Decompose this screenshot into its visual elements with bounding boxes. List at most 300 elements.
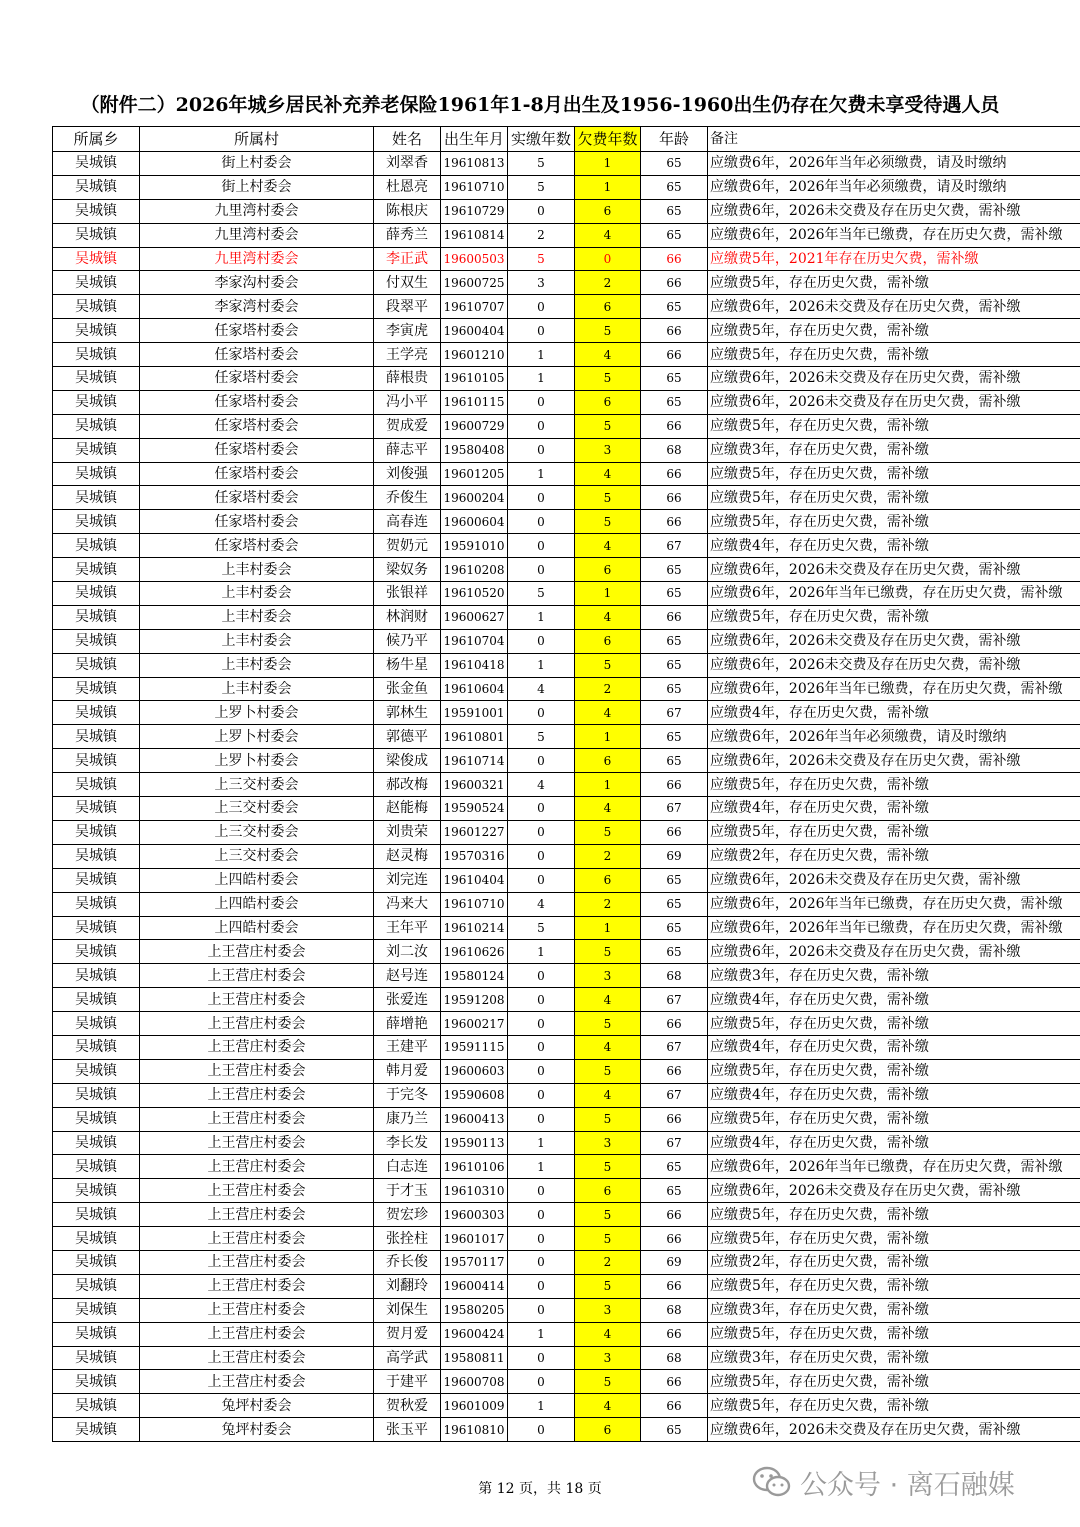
cell-remarks: 应缴费5年，存在历史欠费，需补缴 xyxy=(708,1203,1080,1227)
cell-name: 候乃平 xyxy=(374,629,441,653)
cell-age: 65 xyxy=(641,1179,708,1203)
cell-remarks: 应缴费2年，存在历史欠费，需补缴 xyxy=(708,844,1080,868)
cell-age: 66 xyxy=(641,1059,708,1083)
cell-age: 66 xyxy=(641,462,708,486)
table-row xyxy=(53,1418,1080,1442)
cell-name: 薛增艳 xyxy=(374,1012,441,1036)
cell-name: 陈根庆 xyxy=(374,199,441,223)
cell-owed-years: 6 xyxy=(575,749,641,773)
cell-name: 刘翻玲 xyxy=(374,1274,441,1298)
cell-remarks: 应缴费3年，存在历史欠费，需补缴 xyxy=(708,1298,1080,1322)
cell-owed-years: 1 xyxy=(575,152,641,176)
cell-age: 65 xyxy=(641,582,708,606)
cell-paid-years: 1 xyxy=(508,1322,575,1346)
cell-age: 69 xyxy=(641,1250,708,1274)
cell-paid-years: 1 xyxy=(508,1394,575,1418)
cell-owed-years: 5 xyxy=(575,820,641,844)
cell-paid-years: 0 xyxy=(508,1059,575,1083)
cell-birth-date: 19600414 xyxy=(441,1274,508,1298)
cell-name: 李正武 xyxy=(374,247,441,271)
cell-name: 王学亮 xyxy=(374,343,441,367)
table-row xyxy=(53,534,1080,558)
cell-owed-years: 4 xyxy=(575,1083,641,1107)
cell-name: 刘俊强 xyxy=(374,462,441,486)
cell-township: 吴城镇 xyxy=(53,749,140,773)
cell-birth-date: 19570117 xyxy=(441,1250,508,1274)
cell-birth-date: 19610418 xyxy=(441,653,508,677)
cell-township: 吴城镇 xyxy=(53,1131,140,1155)
cell-remarks: 应缴费6年，2026年当年必须缴费，请及时缴纳 xyxy=(708,175,1080,199)
cell-township: 吴城镇 xyxy=(53,486,140,510)
cell-township: 吴城镇 xyxy=(53,152,140,176)
cell-birth-date: 19610813 xyxy=(441,152,508,176)
cell-birth-date: 19600503 xyxy=(441,247,508,271)
table-row xyxy=(53,1322,1080,1346)
cell-paid-years: 0 xyxy=(508,868,575,892)
cell-township: 吴城镇 xyxy=(53,582,140,606)
table-row xyxy=(53,1107,1080,1131)
cell-name: 林润财 xyxy=(374,605,441,629)
cell-township: 吴城镇 xyxy=(53,820,140,844)
cell-birth-date: 19610208 xyxy=(441,558,508,582)
cell-name: 郝改梅 xyxy=(374,773,441,797)
cell-owed-years: 5 xyxy=(575,510,641,534)
cell-township: 吴城镇 xyxy=(53,605,140,629)
cell-township: 吴城镇 xyxy=(53,1155,140,1179)
cell-name: 赵号连 xyxy=(374,964,441,988)
cell-paid-years: 5 xyxy=(508,247,575,271)
cell-paid-years: 0 xyxy=(508,1083,575,1107)
cell-remarks: 应缴费6年，2026年当年已缴费，存在历史欠费，需补缴 xyxy=(708,223,1080,247)
cell-owed-years: 3 xyxy=(575,1298,641,1322)
cell-age: 66 xyxy=(641,510,708,534)
cell-village: 任家塔村委会 xyxy=(140,510,374,534)
cell-name: 赵灵梅 xyxy=(374,844,441,868)
cell-name: 贺秋爱 xyxy=(374,1394,441,1418)
cell-remarks: 应缴费4年，存在历史欠费，需补缴 xyxy=(708,1083,1080,1107)
cell-remarks: 应缴费6年，2026未交费及存在历史欠费，需补缴 xyxy=(708,940,1080,964)
cell-owed-years: 5 xyxy=(575,1059,641,1083)
cell-paid-years: 3 xyxy=(508,271,575,295)
table-row xyxy=(53,964,1080,988)
cell-village: 上王营庄村委会 xyxy=(140,1107,374,1131)
cell-birth-date: 19600627 xyxy=(441,605,508,629)
table-row xyxy=(53,486,1080,510)
cell-owed-years: 6 xyxy=(575,558,641,582)
cell-owed-years: 2 xyxy=(575,1250,641,1274)
cell-village: 任家塔村委会 xyxy=(140,367,374,391)
cell-paid-years: 4 xyxy=(508,773,575,797)
cell-owed-years: 5 xyxy=(575,414,641,438)
cell-birth-date: 19610310 xyxy=(441,1179,508,1203)
cell-township: 吴城镇 xyxy=(53,1346,140,1370)
cell-paid-years: 0 xyxy=(508,1346,575,1370)
cell-township: 吴城镇 xyxy=(53,629,140,653)
cell-birth-date: 19591208 xyxy=(441,988,508,1012)
cell-township: 吴城镇 xyxy=(53,462,140,486)
cell-remarks: 应缴费6年，2026未交费及存在历史欠费，需补缴 xyxy=(708,390,1080,414)
cell-name: 杜恩亮 xyxy=(374,175,441,199)
cell-birth-date: 19610115 xyxy=(441,390,508,414)
cell-paid-years: 0 xyxy=(508,749,575,773)
cell-paid-years: 0 xyxy=(508,964,575,988)
cell-village: 上王营庄村委会 xyxy=(140,1370,374,1394)
cell-remarks: 应缴费5年，存在历史欠费，需补缴 xyxy=(708,343,1080,367)
table-row xyxy=(53,1012,1080,1036)
table-row xyxy=(53,390,1080,414)
cell-remarks: 应缴费6年，2026年当年已缴费，存在历史欠费，需补缴 xyxy=(708,1155,1080,1179)
cell-remarks: 应缴费6年，2026未交费及存在历史欠费，需补缴 xyxy=(708,1179,1080,1203)
cell-remarks: 应缴费4年，存在历史欠费，需补缴 xyxy=(708,1131,1080,1155)
cell-township: 吴城镇 xyxy=(53,367,140,391)
cell-remarks: 应缴费5年，存在历史欠费，需补缴 xyxy=(708,510,1080,534)
cell-age: 66 xyxy=(641,1274,708,1298)
cell-owed-years: 1 xyxy=(575,916,641,940)
cell-paid-years: 5 xyxy=(508,175,575,199)
cell-village: 任家塔村委会 xyxy=(140,486,374,510)
table-row xyxy=(53,605,1080,629)
table-row xyxy=(53,247,1080,271)
cell-name: 于才玉 xyxy=(374,1179,441,1203)
cell-name: 乔俊生 xyxy=(374,486,441,510)
cell-paid-years: 0 xyxy=(508,510,575,534)
cell-owed-years: 4 xyxy=(575,343,641,367)
cell-name: 王年平 xyxy=(374,916,441,940)
cell-paid-years: 4 xyxy=(508,892,575,916)
table-row xyxy=(53,940,1080,964)
cell-township: 吴城镇 xyxy=(53,438,140,462)
table-row xyxy=(53,199,1080,223)
cell-village: 九里湾村委会 xyxy=(140,199,374,223)
cell-age: 65 xyxy=(641,175,708,199)
table-row xyxy=(53,462,1080,486)
cell-township: 吴城镇 xyxy=(53,964,140,988)
cell-village: 上三交村委会 xyxy=(140,773,374,797)
header-township: 所属乡 xyxy=(53,127,140,152)
cell-paid-years: 5 xyxy=(508,152,575,176)
cell-name: 张爱连 xyxy=(374,988,441,1012)
cell-paid-years: 0 xyxy=(508,1012,575,1036)
cell-paid-years: 1 xyxy=(508,343,575,367)
cell-village: 兔坪村委会 xyxy=(140,1418,374,1442)
cell-village: 上王营庄村委会 xyxy=(140,964,374,988)
cell-paid-years: 0 xyxy=(508,1107,575,1131)
cell-village: 上三交村委会 xyxy=(140,820,374,844)
cell-birth-date: 19601210 xyxy=(441,343,508,367)
cell-paid-years: 5 xyxy=(508,725,575,749)
cell-township: 吴城镇 xyxy=(53,1370,140,1394)
cell-name: 薛秀兰 xyxy=(374,223,441,247)
cell-owed-years: 5 xyxy=(575,1203,641,1227)
cell-village: 上王营庄村委会 xyxy=(140,1179,374,1203)
cell-remarks: 应缴费5年，存在历史欠费，需补缴 xyxy=(708,1059,1080,1083)
table-row xyxy=(53,175,1080,199)
cell-age: 66 xyxy=(641,1012,708,1036)
cell-owed-years: 6 xyxy=(575,390,641,414)
cell-owed-years: 6 xyxy=(575,868,641,892)
cell-name: 薛志平 xyxy=(374,438,441,462)
cell-name: 贺宏珍 xyxy=(374,1203,441,1227)
cell-township: 吴城镇 xyxy=(53,510,140,534)
cell-owed-years: 4 xyxy=(575,605,641,629)
cell-village: 上王营庄村委会 xyxy=(140,940,374,964)
cell-township: 吴城镇 xyxy=(53,343,140,367)
cell-owed-years: 4 xyxy=(575,797,641,821)
cell-township: 吴城镇 xyxy=(53,390,140,414)
table-row xyxy=(53,653,1080,677)
cell-owed-years: 3 xyxy=(575,1346,641,1370)
table-row xyxy=(53,725,1080,749)
cell-township: 吴城镇 xyxy=(53,223,140,247)
cell-village: 李家湾村委会 xyxy=(140,295,374,319)
cell-owed-years: 6 xyxy=(575,295,641,319)
cell-birth-date: 19600725 xyxy=(441,271,508,295)
cell-township: 吴城镇 xyxy=(53,868,140,892)
cell-village: 上四皓村委会 xyxy=(140,868,374,892)
cell-birth-date: 19610704 xyxy=(441,629,508,653)
cell-paid-years: 0 xyxy=(508,295,575,319)
cell-age: 65 xyxy=(641,1155,708,1179)
cell-name: 贺成爱 xyxy=(374,414,441,438)
cell-township: 吴城镇 xyxy=(53,1012,140,1036)
cell-owed-years: 2 xyxy=(575,892,641,916)
cell-age: 66 xyxy=(641,1203,708,1227)
cell-name: 张金鱼 xyxy=(374,677,441,701)
table-row xyxy=(53,1346,1080,1370)
table-row xyxy=(53,295,1080,319)
cell-township: 吴城镇 xyxy=(53,677,140,701)
cell-name: 刘保生 xyxy=(374,1298,441,1322)
cell-age: 65 xyxy=(641,390,708,414)
cell-name: 韩月爱 xyxy=(374,1059,441,1083)
cell-township: 吴城镇 xyxy=(53,1227,140,1251)
table-row xyxy=(53,629,1080,653)
cell-village: 上丰村委会 xyxy=(140,605,374,629)
cell-remarks: 应缴费6年，2026年当年已缴费，存在历史欠费，需补缴 xyxy=(708,582,1080,606)
cell-township: 吴城镇 xyxy=(53,1059,140,1083)
cell-owed-years: 6 xyxy=(575,1418,641,1442)
cell-owed-years: 5 xyxy=(575,1012,641,1036)
cell-remarks: 应缴费6年，2026年当年必须缴费，请及时缴纳 xyxy=(708,725,1080,749)
cell-birth-date: 19590608 xyxy=(441,1083,508,1107)
cell-name: 刘贵荣 xyxy=(374,820,441,844)
cell-paid-years: 1 xyxy=(508,1155,575,1179)
cell-remarks: 应缴费6年，2026年当年已缴费，存在历史欠费，需补缴 xyxy=(708,892,1080,916)
cell-paid-years: 0 xyxy=(508,820,575,844)
cell-owed-years: 5 xyxy=(575,653,641,677)
cell-village: 上王营庄村委会 xyxy=(140,1155,374,1179)
cell-age: 67 xyxy=(641,1083,708,1107)
cell-remarks: 应缴费4年，存在历史欠费，需补缴 xyxy=(708,988,1080,1012)
table-row xyxy=(53,510,1080,534)
header-remarks: 备注 xyxy=(708,127,1080,152)
cell-name: 郭德平 xyxy=(374,725,441,749)
cell-township: 吴城镇 xyxy=(53,295,140,319)
cell-birth-date: 19600413 xyxy=(441,1107,508,1131)
cell-owed-years: 0 xyxy=(575,247,641,271)
cell-owed-years: 4 xyxy=(575,1394,641,1418)
cell-remarks: 应缴费6年，2026未交费及存在历史欠费，需补缴 xyxy=(708,367,1080,391)
cell-remarks: 应缴费5年，存在历史欠费，需补缴 xyxy=(708,486,1080,510)
table-row xyxy=(53,1370,1080,1394)
cell-village: 上三交村委会 xyxy=(140,844,374,868)
cell-remarks: 应缴费6年，2026未交费及存在历史欠费，需补缴 xyxy=(708,199,1080,223)
header-owed-years: 欠费年数 xyxy=(575,127,641,152)
cell-name: 贺奶元 xyxy=(374,534,441,558)
cell-remarks: 应缴费3年，存在历史欠费，需补缴 xyxy=(708,1346,1080,1370)
cell-age: 65 xyxy=(641,1418,708,1442)
cell-age: 68 xyxy=(641,1346,708,1370)
cell-owed-years: 4 xyxy=(575,534,641,558)
cell-paid-years: 1 xyxy=(508,367,575,391)
cell-age: 67 xyxy=(641,1131,708,1155)
cell-remarks: 应缴费5年，存在历史欠费，需补缴 xyxy=(708,820,1080,844)
cell-village: 上丰村委会 xyxy=(140,677,374,701)
cell-remarks: 应缴费5年，存在历史欠费，需补缴 xyxy=(708,1274,1080,1298)
cell-age: 66 xyxy=(641,247,708,271)
cell-village: 九里湾村委会 xyxy=(140,247,374,271)
cell-township: 吴城镇 xyxy=(53,1250,140,1274)
cell-birth-date: 19610404 xyxy=(441,868,508,892)
cell-owed-years: 5 xyxy=(575,1227,641,1251)
cell-age: 67 xyxy=(641,1035,708,1059)
table-row xyxy=(53,892,1080,916)
cell-owed-years: 6 xyxy=(575,1179,641,1203)
cell-paid-years: 0 xyxy=(508,486,575,510)
cell-birth-date: 19600603 xyxy=(441,1059,508,1083)
cell-name: 刘二汝 xyxy=(374,940,441,964)
header-birth-date: 出生年月 xyxy=(441,127,508,152)
table-row xyxy=(53,773,1080,797)
table-row xyxy=(53,319,1080,343)
cell-paid-years: 0 xyxy=(508,199,575,223)
cell-village: 上丰村委会 xyxy=(140,558,374,582)
cell-village: 上王营庄村委会 xyxy=(140,1298,374,1322)
cell-village: 上王营庄村委会 xyxy=(140,1322,374,1346)
cell-owed-years: 5 xyxy=(575,1274,641,1298)
cell-village: 上王营庄村委会 xyxy=(140,988,374,1012)
cell-remarks: 应缴费5年，存在历史欠费，需补缴 xyxy=(708,1322,1080,1346)
cell-owed-years: 2 xyxy=(575,271,641,295)
cell-birth-date: 19591115 xyxy=(441,1035,508,1059)
cell-age: 66 xyxy=(641,319,708,343)
table-row xyxy=(53,1131,1080,1155)
cell-township: 吴城镇 xyxy=(53,1394,140,1418)
cell-owed-years: 3 xyxy=(575,964,641,988)
table-row xyxy=(53,820,1080,844)
cell-name: 李长发 xyxy=(374,1131,441,1155)
cell-remarks: 应缴费6年，2026未交费及存在历史欠费，需补缴 xyxy=(708,629,1080,653)
header-village: 所属村 xyxy=(140,127,374,152)
cell-birth-date: 19610105 xyxy=(441,367,508,391)
cell-village: 任家塔村委会 xyxy=(140,343,374,367)
table-row xyxy=(53,1227,1080,1251)
cell-name: 冯来大 xyxy=(374,892,441,916)
cell-village: 上王营庄村委会 xyxy=(140,1346,374,1370)
cell-age: 66 xyxy=(641,271,708,295)
cell-age: 66 xyxy=(641,1227,708,1251)
cell-birth-date: 19580811 xyxy=(441,1346,508,1370)
cell-township: 吴城镇 xyxy=(53,773,140,797)
cell-birth-date: 19600217 xyxy=(441,1012,508,1036)
cell-township: 吴城镇 xyxy=(53,199,140,223)
cell-township: 吴城镇 xyxy=(53,916,140,940)
cell-age: 65 xyxy=(641,677,708,701)
cell-paid-years: 1 xyxy=(508,1131,575,1155)
table-row xyxy=(53,1250,1080,1274)
cell-village: 上罗卜村委会 xyxy=(140,725,374,749)
cell-birth-date: 19600303 xyxy=(441,1203,508,1227)
table-row xyxy=(53,868,1080,892)
cell-birth-date: 19601017 xyxy=(441,1227,508,1251)
cell-village: 上王营庄村委会 xyxy=(140,1227,374,1251)
header-age: 年龄 xyxy=(641,127,708,152)
cell-owed-years: 4 xyxy=(575,1322,641,1346)
cell-name: 张拴柱 xyxy=(374,1227,441,1251)
cell-name: 梁俊成 xyxy=(374,749,441,773)
cell-age: 68 xyxy=(641,1298,708,1322)
cell-township: 吴城镇 xyxy=(53,271,140,295)
cell-paid-years: 0 xyxy=(508,797,575,821)
cell-birth-date: 19591001 xyxy=(441,701,508,725)
cell-remarks: 应缴费5年，存在历史欠费，需补缴 xyxy=(708,605,1080,629)
cell-age: 65 xyxy=(641,629,708,653)
cell-owed-years: 6 xyxy=(575,629,641,653)
cell-remarks: 应缴费6年，2026未交费及存在历史欠费，需补缴 xyxy=(708,295,1080,319)
cell-birth-date: 19600404 xyxy=(441,319,508,343)
cell-township: 吴城镇 xyxy=(53,414,140,438)
cell-village: 上罗卜村委会 xyxy=(140,749,374,773)
table-row xyxy=(53,271,1080,295)
cell-township: 吴城镇 xyxy=(53,701,140,725)
cell-birth-date: 19610714 xyxy=(441,749,508,773)
cell-paid-years: 1 xyxy=(508,653,575,677)
table-row xyxy=(53,414,1080,438)
table-body xyxy=(53,152,1080,1442)
cell-remarks: 应缴费4年，存在历史欠费，需补缴 xyxy=(708,701,1080,725)
cell-paid-years: 5 xyxy=(508,916,575,940)
cell-remarks: 应缴费6年，2026未交费及存在历史欠费，需补缴 xyxy=(708,558,1080,582)
arrears-table xyxy=(52,126,1080,1442)
cell-owed-years: 3 xyxy=(575,1131,641,1155)
cell-village: 任家塔村委会 xyxy=(140,438,374,462)
cell-remarks: 应缴费2年，存在历史欠费，需补缴 xyxy=(708,1250,1080,1274)
cell-township: 吴城镇 xyxy=(53,797,140,821)
cell-birth-date: 19590113 xyxy=(441,1131,508,1155)
table-row xyxy=(53,677,1080,701)
cell-age: 67 xyxy=(641,988,708,1012)
cell-remarks: 应缴费4年，存在历史欠费，需补缴 xyxy=(708,1035,1080,1059)
cell-township: 吴城镇 xyxy=(53,247,140,271)
cell-township: 吴城镇 xyxy=(53,844,140,868)
cell-birth-date: 19610520 xyxy=(441,582,508,606)
cell-village: 任家塔村委会 xyxy=(140,390,374,414)
cell-village: 上四皓村委会 xyxy=(140,916,374,940)
table-row xyxy=(53,988,1080,1012)
cell-village: 上王营庄村委会 xyxy=(140,1131,374,1155)
cell-birth-date: 19600424 xyxy=(441,1322,508,1346)
cell-age: 67 xyxy=(641,701,708,725)
header-paid-years: 实缴年数 xyxy=(508,127,575,152)
cell-village: 任家塔村委会 xyxy=(140,462,374,486)
cell-name: 付双生 xyxy=(374,271,441,295)
cell-township: 吴城镇 xyxy=(53,319,140,343)
cell-township: 吴城镇 xyxy=(53,534,140,558)
cell-paid-years: 0 xyxy=(508,1274,575,1298)
cell-paid-years: 0 xyxy=(508,1179,575,1203)
cell-paid-years: 0 xyxy=(508,1203,575,1227)
table-row xyxy=(53,558,1080,582)
